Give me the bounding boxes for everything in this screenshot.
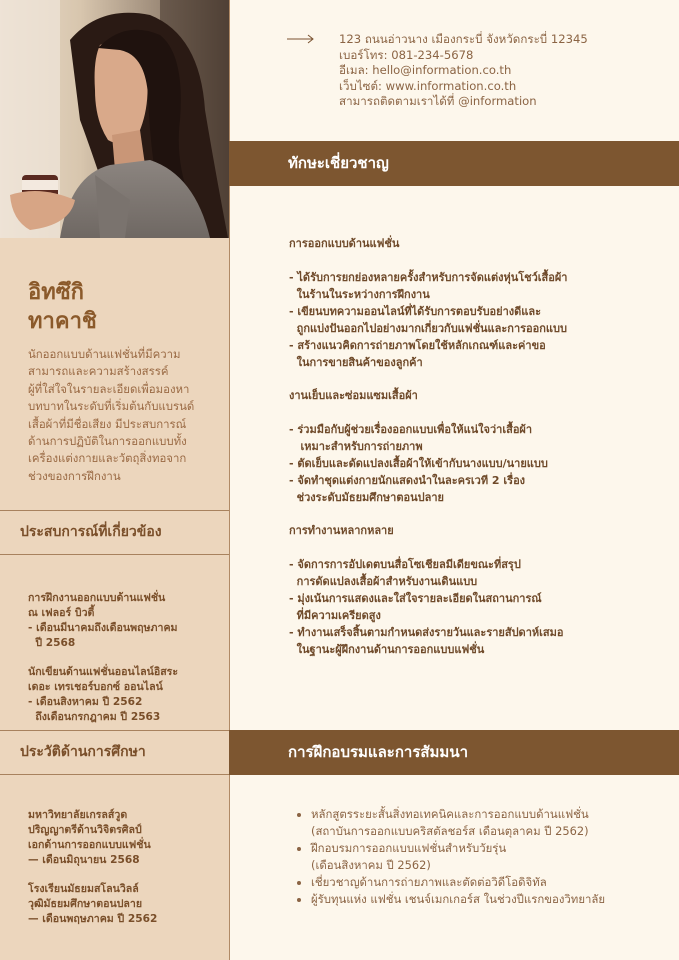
- education-heading: ประวัติด้านการศึกษา: [0, 730, 229, 775]
- experience-line: ปี 2568: [28, 637, 76, 649]
- training-line: • หลักสูตรระยะสั้นสิ่งทอเทคนิคและการออกแบบด้านแฟชั่น: [311, 807, 589, 821]
- training-line: • ฝึกอบรมการออกแบบแฟชั่นสำหรับวัยรุ่น: [311, 841, 507, 855]
- summary-line: ช่วงของการฝึกงาน: [28, 468, 121, 483]
- skill-line: ที่มีความเครียดสูง: [289, 609, 381, 622]
- experience-entry: [28, 665, 223, 725]
- skill-group-title: งานเย็บและซ่อมแซมเสื้อผ้า: [289, 389, 418, 402]
- contact-website: เว็บไซต์: www.information.co.th: [339, 78, 517, 93]
- name-line-last: ทาคาชิ: [28, 309, 97, 334]
- summary-line: เสื้อผ้าที่มีชื่อเสียง มีประสบการณ์: [28, 416, 187, 431]
- education-line: — เดือนพฤษภาคม ปี 2562: [28, 913, 158, 925]
- skill-line: - ร่วมมือกับผู้ช่วยเรื่องออกแบบเพื่อให้แน่ใจว่าเสื้อผ้า: [289, 423, 533, 436]
- experience-line: นักเขียนด้านแฟชั่นออนไลน์อิสระ: [28, 666, 179, 678]
- skill-line: ในฐานะผู้ฝึกงานด้านการออกแบบแฟชั่น: [289, 643, 485, 656]
- training-heading: การฝึกอบรมและการสัมมนา: [229, 730, 679, 775]
- skill-line: - เขียนบทความออนไลน์ที่ได้รับการตอบรับอย่างดีและ: [289, 305, 542, 318]
- education-entry: [28, 808, 223, 868]
- training-line: (สถาบันการออกแบบคริสตัลชอร์ส เดือนตุลาคม ปี 2562): [311, 824, 589, 838]
- experience-list: [28, 591, 223, 739]
- education-line: โรงเรียนมัธยมสโลนวิลล์: [28, 883, 139, 895]
- training-line: • เชี่ยวชาญด้านการถ่ายภาพและตัดต่อวิดีโอดิจิทัล: [311, 875, 547, 889]
- skill-line: ถูกแบ่งปันออกไปอย่างมากเกี่ยวกับแฟชั่นและการออกแบบ: [289, 322, 567, 335]
- education-line: เอกด้านการออกแบบแฟชั่น: [28, 839, 151, 851]
- training-item: [311, 840, 637, 874]
- experience-line: - เดือนมีนาคมถึงเดือนพฤษภาคม: [28, 622, 178, 634]
- profile-photo: [0, 0, 229, 238]
- skill-line: ในร้านในระหว่างการฝึกงาน: [289, 288, 430, 301]
- experience-line: ณ เฟลอร์ บิวตี้: [28, 607, 95, 619]
- summary-line: บทบาทในระดับที่เริ่มต้นกับแบรนด์: [28, 399, 195, 414]
- experience-line: - เดือนสิงหาคม ปี 2562: [28, 696, 143, 708]
- training-item: [311, 891, 637, 908]
- contact-email: อีเมล: hello@information.co.th: [339, 63, 512, 77]
- experience-line: ถึงเดือนกรกฎาคม ปี 2563: [28, 711, 161, 723]
- contact-social: สามารถติดตามเราได้ที่ @information: [339, 94, 537, 108]
- skill-group: [289, 522, 629, 658]
- skill-line: การดัดแปลงเสื้อผ้าสำหรับงานเดินแบบ: [289, 575, 478, 588]
- summary-line: นักออกแบบด้านแฟชั่นที่มีความ: [28, 347, 181, 361]
- arrow-right-icon: [287, 34, 315, 44]
- summary-line: สามารถและความสร้างสรรค์: [28, 364, 169, 379]
- skill-line: - ทำงานเสร็จสิ้นตามกำหนดส่งรายวันและรายสัปดาห์เสมอ: [289, 626, 564, 639]
- skills-section: [289, 235, 629, 674]
- skill-group-title: การออกแบบด้านแฟชั่น: [289, 237, 400, 250]
- skills-heading: ทักษะเชี่ยวชาญ: [229, 141, 679, 186]
- training-section: [287, 806, 637, 908]
- contact-phone: เบอร์โทร: 081-234-5678: [339, 47, 474, 62]
- skill-group: [289, 235, 629, 371]
- name-line-first: อิทซึกิ: [28, 280, 84, 305]
- summary-line: ผู้ที่ใส่ใจในรายละเอียดเพื่อมองหา: [28, 381, 190, 396]
- skill-line: - ตัดเย็บและดัดแปลงเสื้อผ้าให้เข้ากับนางแบบ/นายแบบ: [289, 457, 548, 470]
- training-item: [311, 874, 637, 891]
- training-list: [287, 806, 637, 908]
- training-line: • ผู้รับทุนแห่ง แฟชั่น เชนจ์เมกเกอร์ส ในช่วงปีแรกของวิทยาลัย: [311, 892, 606, 906]
- sidebar: [0, 0, 230, 960]
- education-line: — เดือนมิถุนายน 2568: [28, 854, 140, 866]
- contact-address: 123 ถนนอ่าวนาง เมืองกระบี่ จังหวัดกระบี่ 12345: [339, 32, 588, 46]
- education-line: มหาวิทยาลัยเกรลส์วูด: [28, 809, 128, 821]
- experience-entry: [28, 591, 223, 651]
- skill-line: ช่วงระดับมัธยมศึกษาตอนปลาย: [289, 491, 444, 504]
- education-entry: [28, 882, 223, 927]
- profile-summary: [28, 346, 218, 485]
- experience-line: การฝึกงานออกแบบด้านแฟชั่น: [28, 592, 166, 604]
- training-line: (เดือนสิงหาคม ปี 2562): [311, 858, 431, 872]
- experience-line: เดอะ เทรเชอร์บอกซ์ ออนไลน์: [28, 681, 163, 693]
- skill-group: [289, 387, 629, 506]
- contact-info: [339, 32, 588, 110]
- summary-line: ด้านการปฏิบัติในการออกแบบทั้ง: [28, 434, 187, 449]
- experience-heading: ประสบการณ์ที่เกี่ยวข้อง: [0, 510, 229, 555]
- training-item: [311, 806, 637, 840]
- skill-line: - สร้างแนวคิดการถ่ายภาพโดยใช้หลักเกณฑ์และค่าขอ: [289, 339, 546, 352]
- skill-group-title: การทำงานหลากหลาย: [289, 524, 394, 537]
- skill-line: - จัดทำชุดแต่งกายนักแสดงนำในละครเวที 2 เรื่อง: [289, 474, 526, 487]
- skill-line: ในการขายสินค้าของลูกค้า: [289, 356, 423, 369]
- skill-line: - ได้รับการยกย่องหลายครั้งสำหรับการจัดแต่งหุ่นโชว์เสื้อผ้า: [289, 271, 568, 284]
- summary-line: เครื่องแต่งกายและวัตถุสิ่งทอจาก: [28, 451, 187, 466]
- education-line: ปริญญาตรีด้านวิจิตรศิลป์: [28, 824, 142, 836]
- profile-photo-illustration: [0, 0, 229, 238]
- skill-line: - มุ่งเน้นการแสดงและใส่ใจรายละเอียดในสถานการณ์: [289, 592, 542, 605]
- education-list: [28, 808, 223, 941]
- profile-name: [28, 278, 218, 336]
- education-line: วุฒิมัธยมศึกษาตอนปลาย: [28, 898, 143, 910]
- skill-line: เหมาะสำหรับการถ่ายภาพ: [289, 440, 423, 453]
- skill-line: - จัดการการอัปเดตบนสื่อโซเชียลมีเดียขณะที่สรุป: [289, 558, 521, 571]
